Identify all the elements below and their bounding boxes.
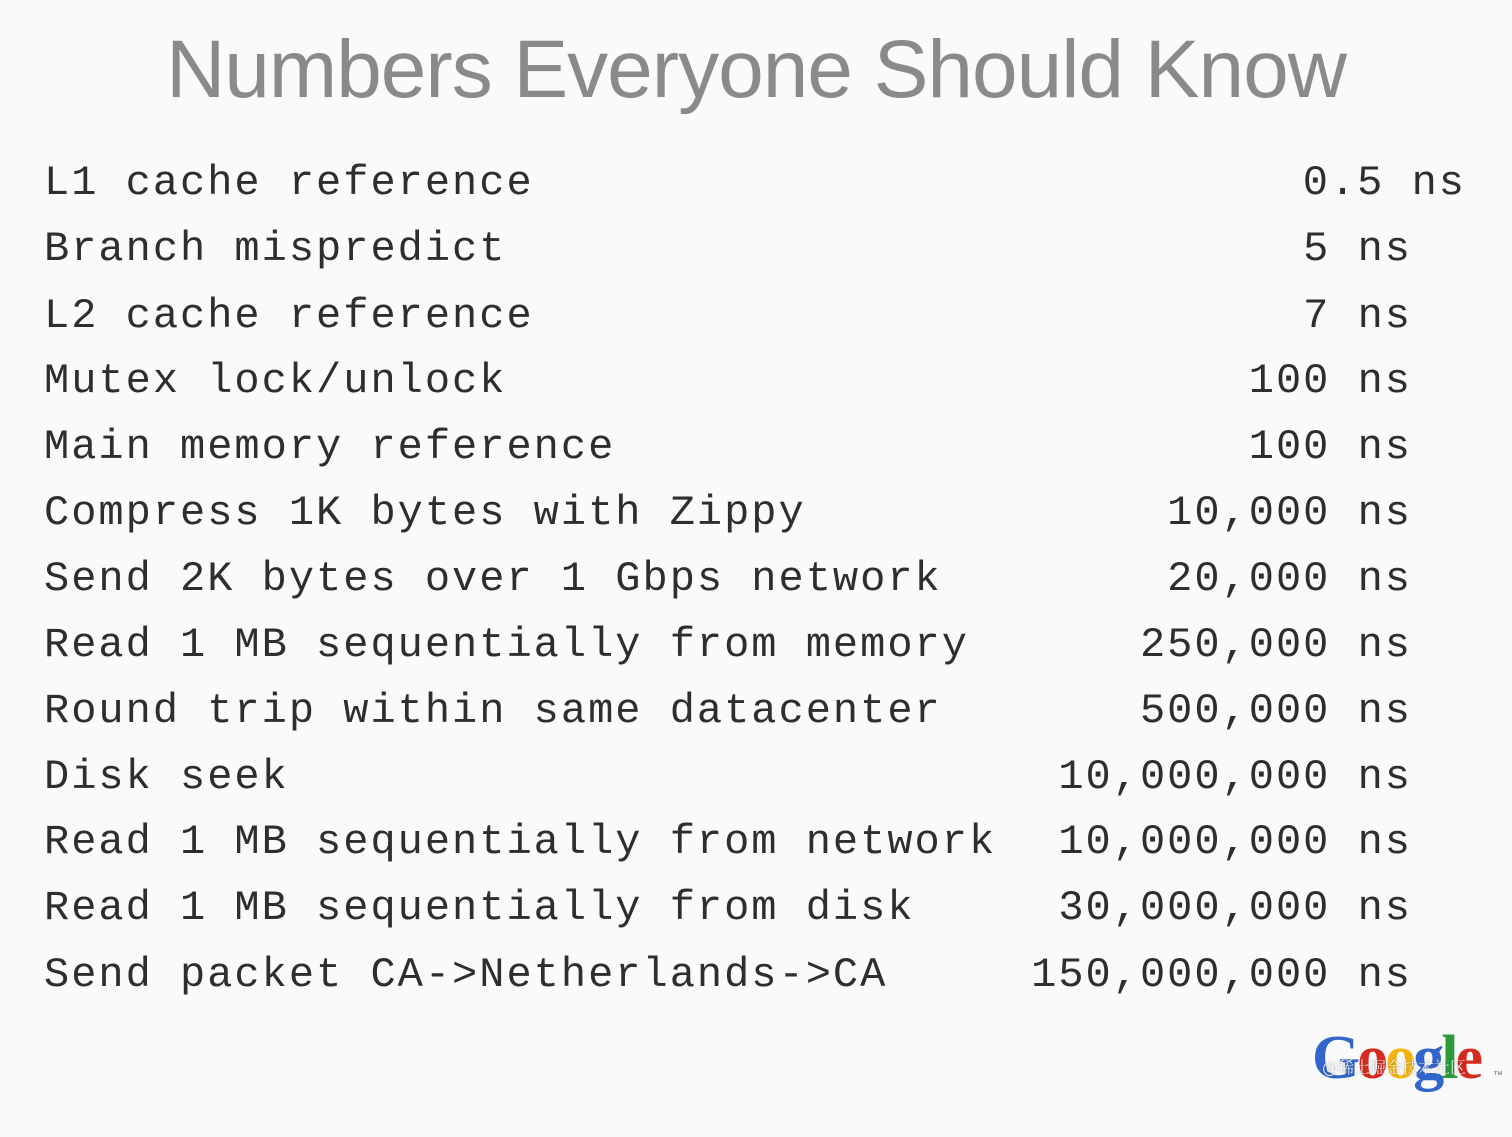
table-row	[0, 747, 1512, 807]
table-row	[0, 219, 1512, 279]
table-row	[0, 286, 1512, 346]
logo-letter: e	[1455, 1024, 1480, 1092]
table-row	[0, 681, 1512, 741]
row-label: Round trip within same datacenter	[44, 687, 942, 735]
row-value: 150,000,000 ns	[1031, 951, 1412, 999]
watermark: @稀土掘金技术社区	[1322, 1058, 1467, 1077]
logo-letter: G	[1312, 1024, 1358, 1092]
row-label: L1 cache reference	[44, 159, 534, 207]
table-row	[0, 417, 1512, 477]
logo-letter: g	[1413, 1024, 1442, 1092]
row-value: 10,000 ns	[1167, 489, 1412, 537]
row-value: 250,000 ns	[1139, 621, 1412, 669]
row-label: Compress 1K bytes with Zippy	[44, 489, 806, 537]
logo-letter: l	[1441, 1024, 1456, 1092]
row-label: Main memory reference	[44, 423, 616, 471]
row-label: Disk seek	[44, 753, 289, 801]
trademark-symbol: ™	[1493, 1070, 1500, 1081]
row-value: 10,000,000 ns	[1058, 818, 1412, 866]
row-value: 100 ns	[1248, 423, 1412, 471]
row-label: Read 1 MB sequentially from network	[44, 818, 997, 866]
logo-letter: o	[1357, 1024, 1386, 1092]
row-label: Mutex lock/unlock	[44, 357, 507, 405]
row-value: 30,000,000 ns	[1058, 884, 1412, 932]
table-row	[0, 483, 1512, 543]
slide-title: Numbers Everyone Should Know	[166, 24, 1346, 115]
row-value: 7 ns	[1303, 292, 1412, 340]
row-value: 500,000 ns	[1139, 687, 1412, 735]
table-row	[0, 615, 1512, 675]
row-value: 100 ns	[1248, 357, 1412, 405]
row-label: Read 1 MB sequentially from disk	[44, 884, 915, 932]
row-value: 10,000,000 ns	[1058, 753, 1412, 801]
row-label: Read 1 MB sequentially from memory	[44, 621, 969, 669]
row-label: Send packet CA->Netherlands->CA	[44, 951, 888, 999]
logo-letter: o	[1385, 1024, 1414, 1092]
table-row	[0, 351, 1512, 411]
row-value: 20,000 ns	[1167, 555, 1412, 603]
row-label: Send 2K bytes over 1 Gbps network	[44, 555, 942, 603]
row-value: 5 ns	[1303, 225, 1412, 273]
table-row	[0, 878, 1512, 938]
row-label: Branch mispredict	[44, 225, 507, 273]
table-row	[0, 945, 1512, 1005]
table-row	[0, 812, 1512, 872]
table-row	[0, 153, 1512, 213]
row-value: 0.5 ns	[1302, 159, 1466, 207]
table-row	[0, 549, 1512, 609]
row-label: L2 cache reference	[44, 292, 534, 340]
